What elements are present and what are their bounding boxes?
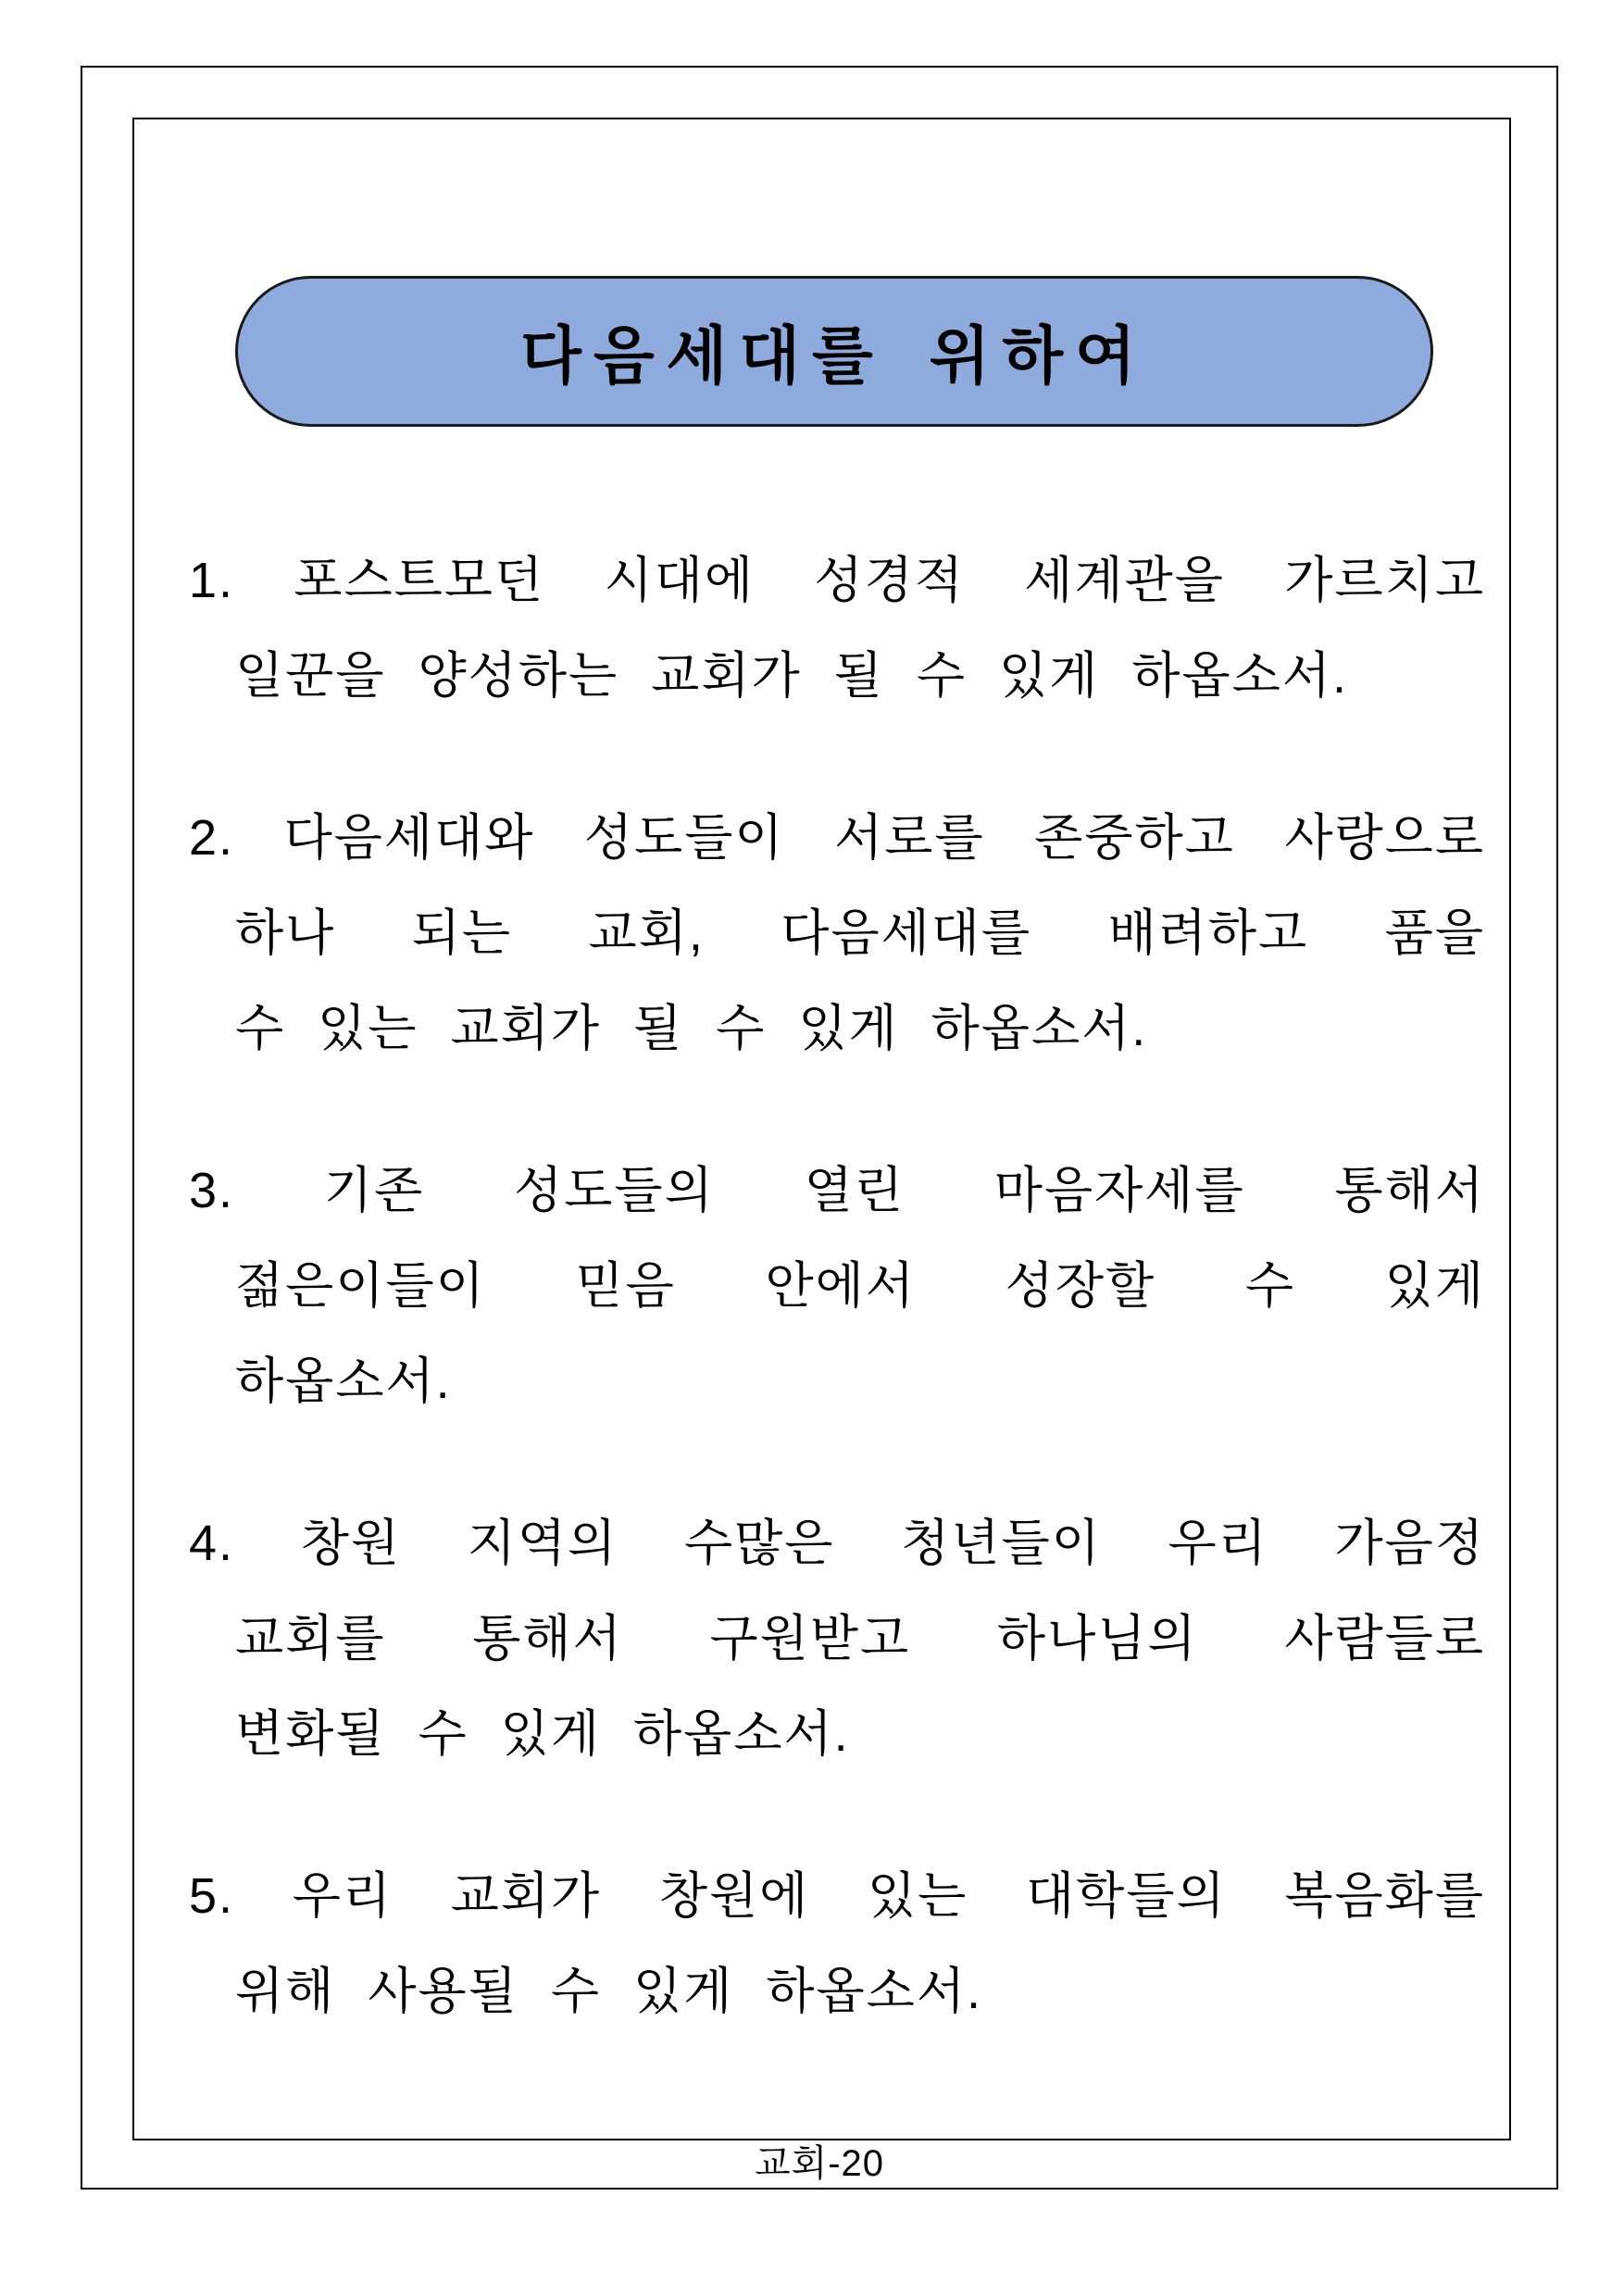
text-line: 1. 포스트모던 시대에 성경적 세계관을 가르치고 — [189, 553, 1485, 608]
list-item-4 — [189, 1496, 1485, 1782]
text-line: 교회를 통해서 구원받고 하나님의 사람들로 — [235, 1611, 1485, 1666]
page-number: 교회-20 — [754, 2143, 885, 2184]
list-item-3 — [189, 1143, 1485, 1429]
page-title: 다음세대를 위하여 — [520, 321, 1148, 392]
text-line: 2. 다음세대와 성도들이 서로를 존중하고 사랑으로 — [189, 810, 1485, 866]
text-line: 4. 창원 지역의 수많은 청년들이 우리 가음정 — [189, 1516, 1485, 1571]
inner-border-frame — [132, 118, 1511, 2140]
prayer-list — [189, 533, 1485, 2040]
text-line: 위해 사용될 수 있게 하옵소서. — [235, 1964, 982, 2019]
list-item-2 — [189, 791, 1485, 1077]
text-line: 일꾼을 양성하는 교회가 될 수 있게 하옵소서. — [235, 648, 1348, 704]
list-item-5 — [189, 1849, 1485, 2040]
text-line: 하나 되는 교회, 다음세대를 배려하고 품을 — [235, 905, 1485, 961]
outer-border-frame — [81, 66, 1558, 2190]
text-line: 젊은이들이 믿음 안에서 성장할 수 있게 — [235, 1258, 1485, 1314]
title-banner — [235, 276, 1433, 427]
text-line: 수 있는 교회가 될 수 있게 하옵소서. — [235, 1001, 1148, 1056]
text-line: 하옵소서. — [235, 1354, 452, 1409]
text-line: 3. 기존 성도들의 열린 마음자세를 통해서 — [189, 1163, 1485, 1218]
text-line: 변화될 수 있게 하옵소서. — [235, 1706, 850, 1762]
list-item-1 — [189, 533, 1485, 724]
text-line: 5. 우리 교회가 창원에 있는 대학들의 복음화를 — [189, 1868, 1485, 1924]
